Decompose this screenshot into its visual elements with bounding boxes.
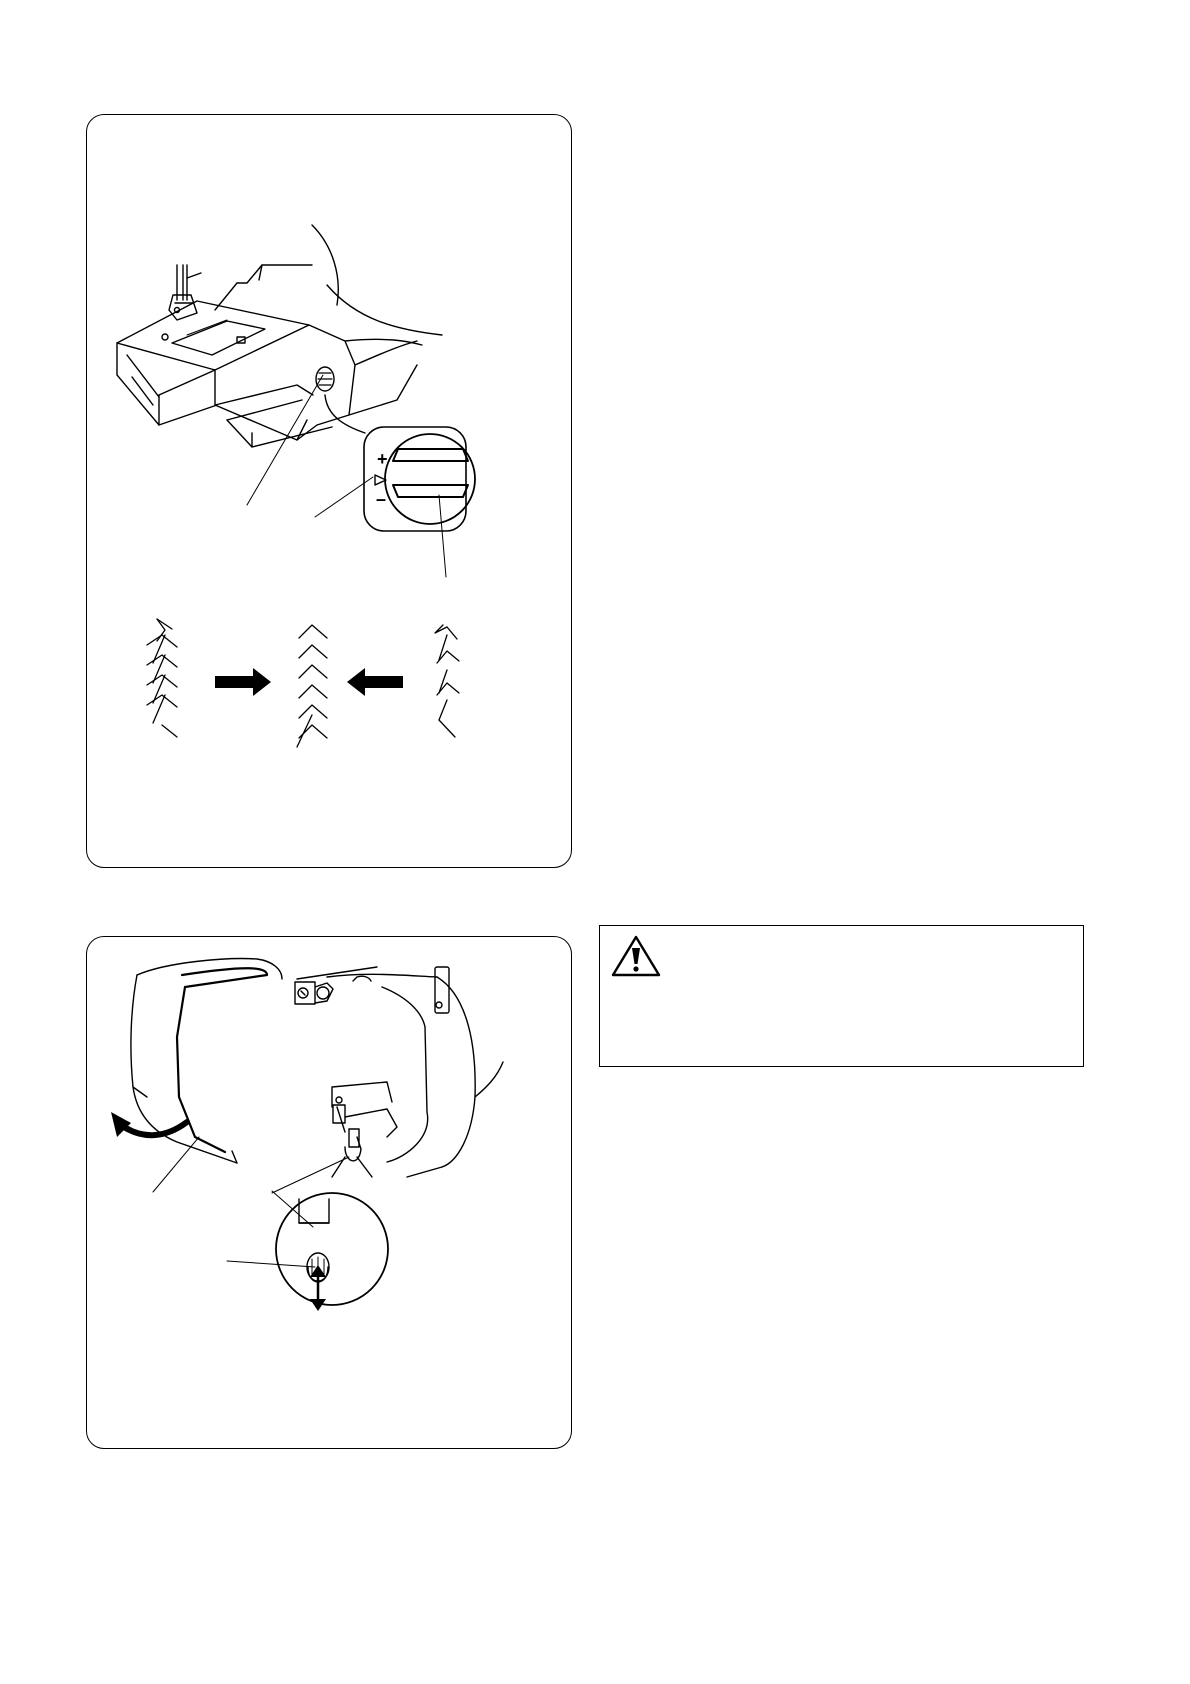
bulb-replacement-figure-panel	[86, 936, 572, 1449]
arrow-left-icon	[347, 668, 403, 696]
feed-balance-figure-panel	[86, 114, 572, 868]
stitch-sample-balanced	[297, 625, 327, 747]
warning-triangle-icon	[610, 934, 662, 978]
callout-line-dial-face	[439, 495, 446, 577]
stitch-sample-too-loose	[435, 625, 459, 737]
callout-line-bulb-holder	[272, 1157, 349, 1193]
sewing-machine-free-arm-illustration	[87, 115, 571, 867]
callout-line-bulb	[227, 1261, 315, 1267]
callout-line-socket	[272, 1191, 313, 1227]
callout-line-face-cover	[153, 1137, 199, 1192]
dial-plus-mark: +	[377, 449, 388, 469]
warning-box	[599, 925, 1084, 1067]
stitch-sample-too-tight	[147, 619, 177, 737]
dial-minus-mark: –	[376, 489, 387, 509]
arrow-right-icon	[215, 668, 271, 696]
face-cover-bulb-illustration	[87, 937, 571, 1448]
